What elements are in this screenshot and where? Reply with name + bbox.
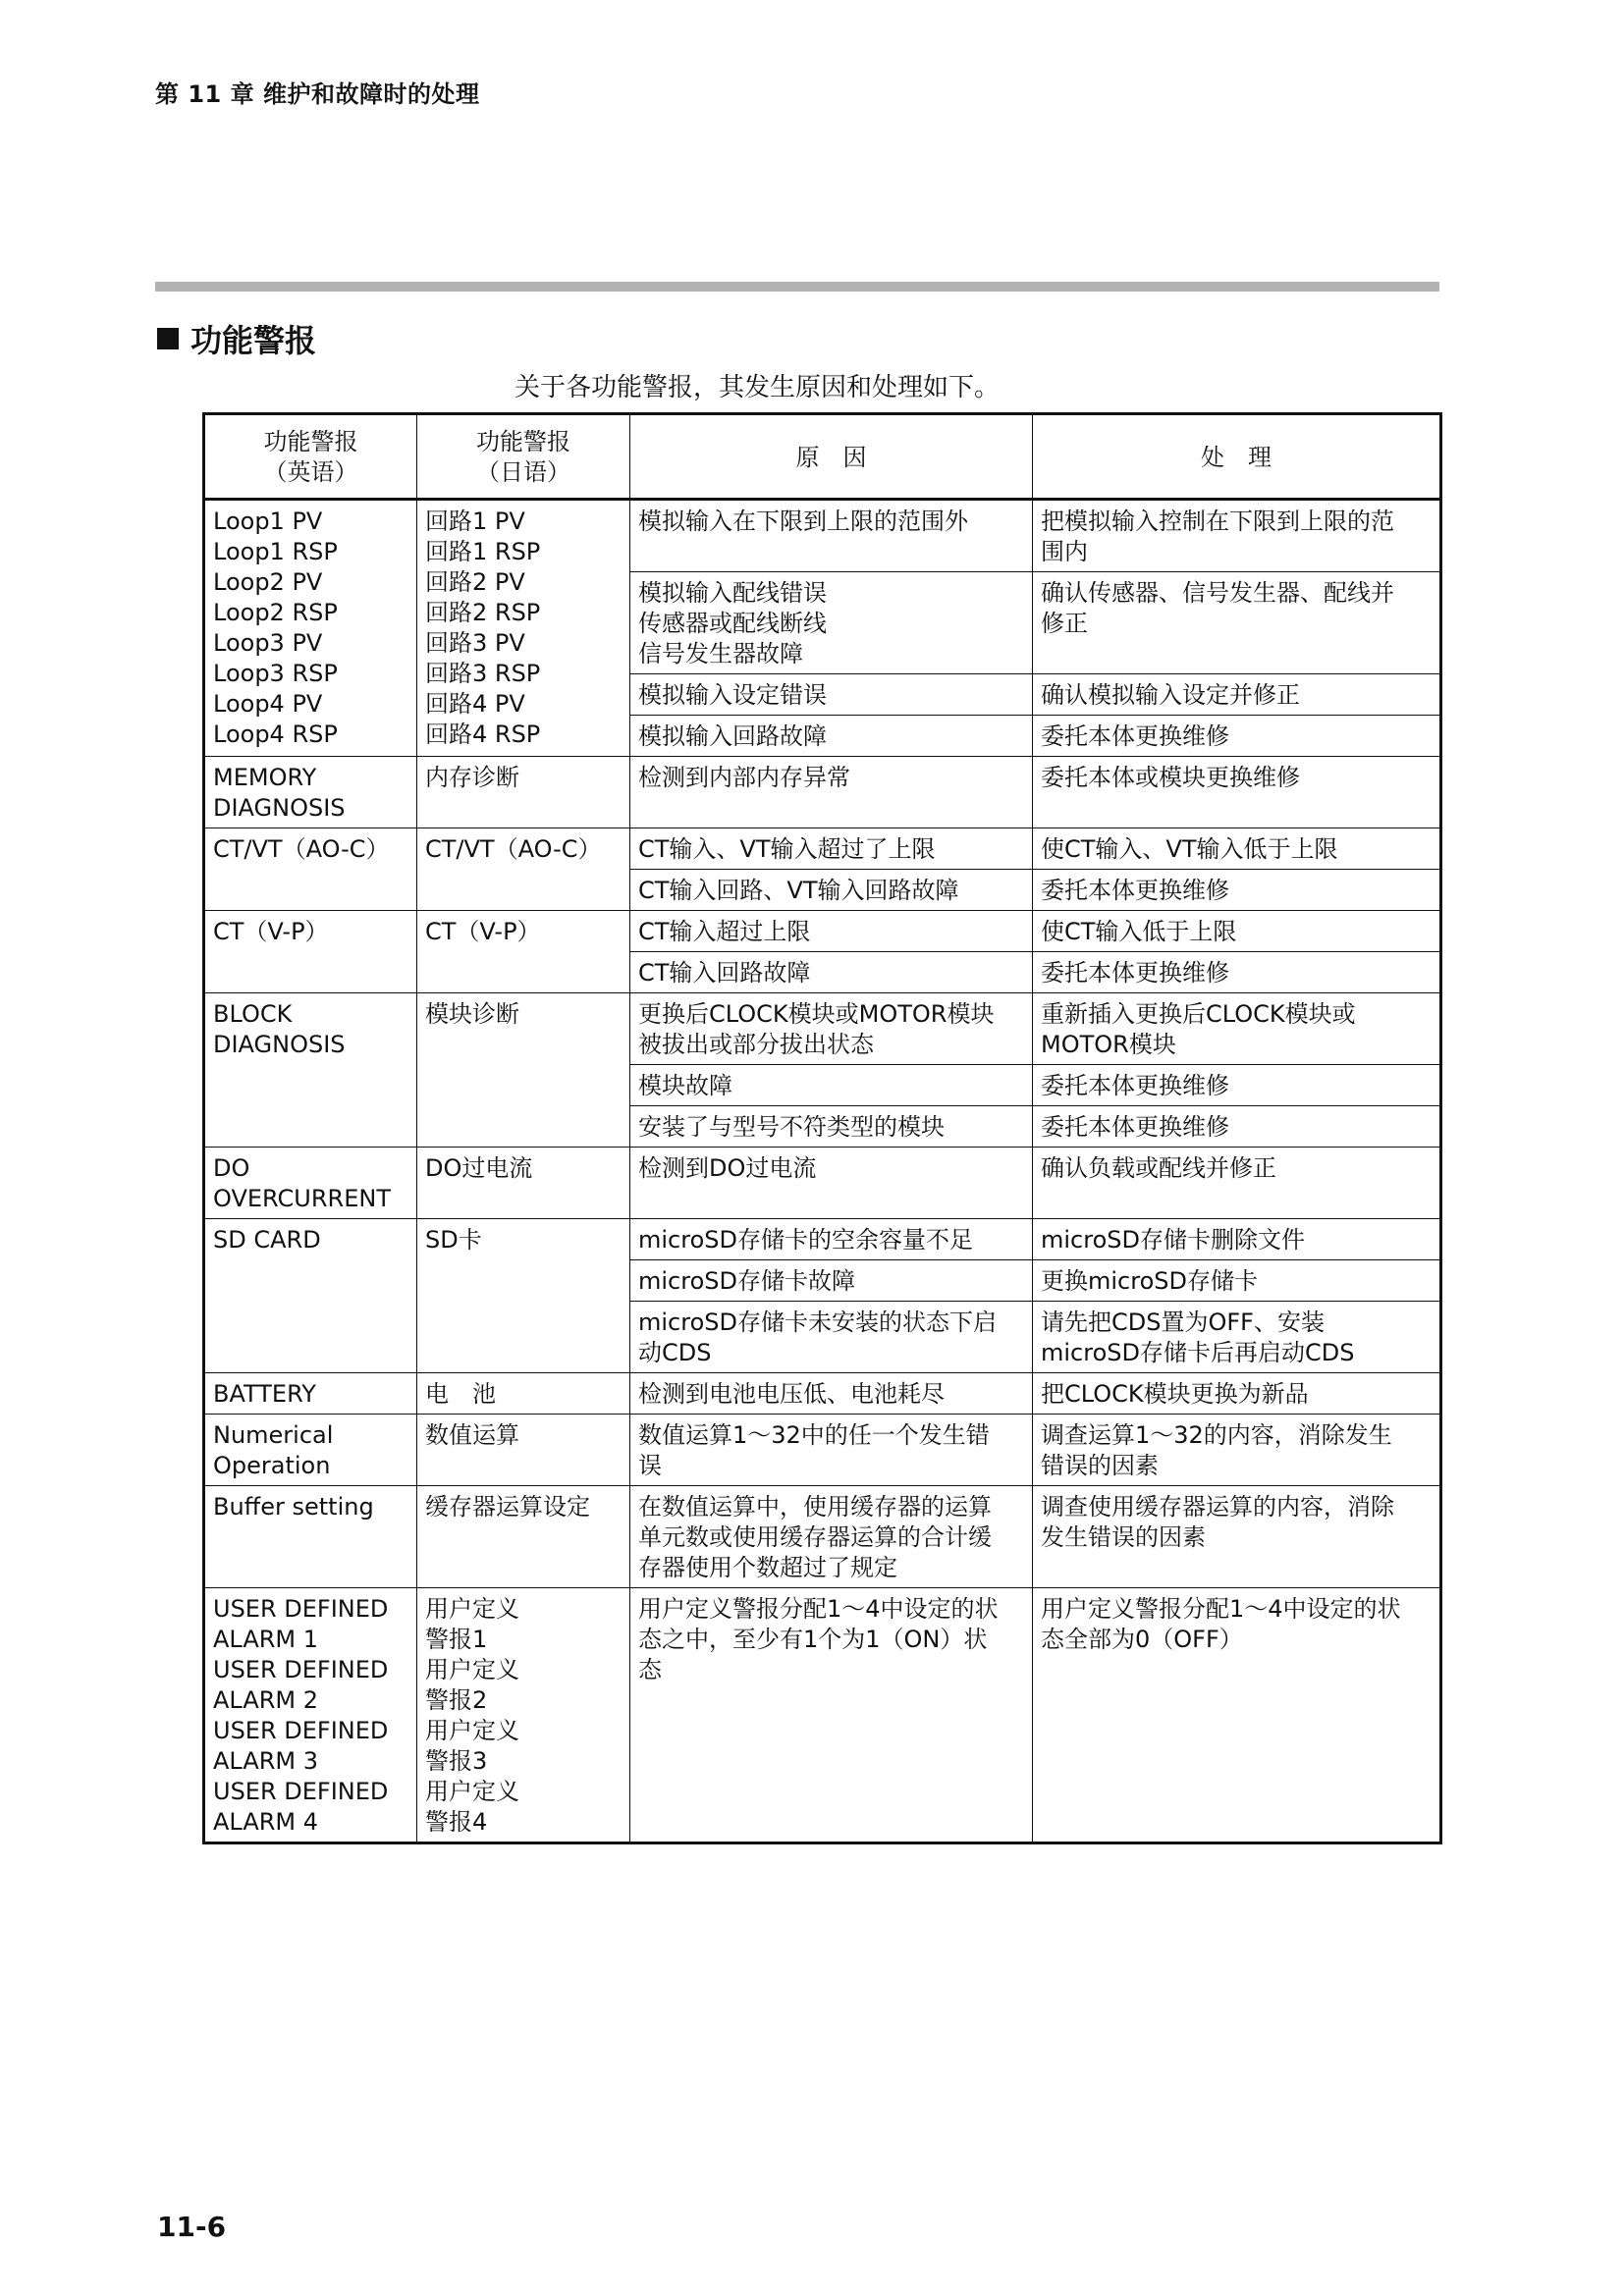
section-title: 功能警报 (190, 322, 317, 359)
chapter-header: 第 11 章 维护和故障时的处理 (155, 80, 480, 108)
table-row (204, 993, 1441, 1065)
table-row (204, 500, 1441, 572)
alarm-name-ja: 模块诊断 (417, 993, 630, 1148)
header-action: 处 理 (1033, 414, 1441, 500)
action-cell: 委托本体更换维修 (1033, 716, 1441, 757)
alarm-name-ja: 内存诊断 (417, 757, 630, 828)
alarm-name-en: BLOCK DIAGNOSIS (204, 993, 417, 1148)
action-cell: 确认模拟输入设定并修正 (1033, 674, 1441, 716)
cause-cell: 在数值运算中，使用缓存器的运算 单元数或使用缓存器运算的合计缓 存器使用个数超过了规定 (630, 1486, 1033, 1588)
header-cause: 原 因 (630, 414, 1033, 500)
cause-cell: 模块故障 (630, 1065, 1033, 1106)
alarm-name-en: CT（V-P） (204, 911, 417, 993)
section-heading (157, 316, 316, 361)
table-row (204, 1415, 1441, 1486)
action-cell: 委托本体更换维修 (1033, 1065, 1441, 1106)
function-alarm-table (202, 412, 1442, 1844)
alarm-name-ja: CT（V-P） (417, 911, 630, 993)
action-cell: 把CLOCK模块更换为新品 (1033, 1373, 1441, 1415)
action-cell: 使CT输入低于上限 (1033, 911, 1441, 952)
action-cell: 用户定义警报分配1～4中设定的状 态全部为0（OFF） (1033, 1588, 1441, 1843)
square-bullet-icon (157, 328, 179, 349)
action-cell: 委托本体更换维修 (1033, 870, 1441, 911)
cause-cell: CT输入回路、VT输入回路故障 (630, 870, 1033, 911)
header-alarm-en: 功能警报 （英语） (204, 414, 417, 500)
alarm-name-en: Numerical Operation (204, 1415, 417, 1486)
table-row (204, 911, 1441, 952)
cause-cell: 模拟输入回路故障 (630, 716, 1033, 757)
alarm-name-en: CT/VT（AO-C） (204, 828, 417, 911)
action-cell: 确认负载或配线并修正 (1033, 1148, 1441, 1219)
action-cell: 委托本体更换维修 (1033, 1106, 1441, 1148)
cause-cell: 检测到电池电压低、电池耗尽 (630, 1373, 1033, 1415)
table-body (204, 500, 1441, 1843)
section-divider (155, 282, 1439, 292)
action-cell: 更换microSD存储卡 (1033, 1260, 1441, 1302)
alarm-name-en: SD CARD (204, 1219, 417, 1373)
table-row (204, 1219, 1441, 1260)
table-row (204, 757, 1441, 828)
alarm-name-ja: 用户定义 警报1 用户定义 警报2 用户定义 警报3 用户定义 警报4 (417, 1588, 630, 1843)
cause-cell: 数值运算1～32中的任一个发生错 误 (630, 1415, 1033, 1486)
cause-cell: 模拟输入配线错误 传感器或配线断线 信号发生器故障 (630, 572, 1033, 674)
table-header-row (204, 414, 1441, 500)
action-cell: 调查运算1～32的内容，消除发生 错误的因素 (1033, 1415, 1441, 1486)
cause-cell: CT输入、VT输入超过了上限 (630, 828, 1033, 870)
cause-cell: 检测到内部内存异常 (630, 757, 1033, 828)
alarm-name-en: Loop1 PV Loop1 RSP Loop2 PV Loop2 RSP Loop3 PV Loop3 RSP Loop4 PV Loop4 RSP (204, 500, 417, 757)
alarm-name-en: BATTERY (204, 1373, 417, 1415)
table-row (204, 1373, 1441, 1415)
cause-cell: 模拟输入在下限到上限的范围外 (630, 500, 1033, 572)
alarm-name-en: DO OVERCURRENT (204, 1148, 417, 1219)
page-number: 11-6 (157, 2211, 227, 2243)
cause-cell: microSD存储卡的空余容量不足 (630, 1219, 1033, 1260)
cause-cell: 安装了与型号不符类型的模块 (630, 1106, 1033, 1148)
cause-cell: CT输入回路故障 (630, 952, 1033, 993)
header-alarm-ja: 功能警报 （日语） (417, 414, 630, 500)
alarm-name-ja: DO过电流 (417, 1148, 630, 1219)
table-row (204, 1148, 1441, 1219)
alarm-name-ja: 电 池 (417, 1373, 630, 1415)
action-cell: 调查使用缓存器运算的内容，消除 发生错误的因素 (1033, 1486, 1441, 1588)
cause-cell: microSD存储卡故障 (630, 1260, 1033, 1302)
action-cell: 委托本体更换维修 (1033, 952, 1441, 993)
cause-cell: CT输入超过上限 (630, 911, 1033, 952)
alarm-name-ja: CT/VT（AO-C） (417, 828, 630, 911)
action-cell: 委托本体或模块更换维修 (1033, 757, 1441, 828)
cause-cell: 用户定义警报分配1～4中设定的状 态之中，至少有1个为1（ON）状 态 (630, 1588, 1033, 1843)
action-cell: 确认传感器、信号发生器、配线并 修正 (1033, 572, 1441, 674)
alarm-name-en: Buffer setting (204, 1486, 417, 1588)
cause-cell: 模拟输入设定错误 (630, 674, 1033, 716)
table-row (204, 828, 1441, 870)
intro-text: 关于各功能警报，其发生原因和处理如下。 (514, 373, 1001, 402)
alarm-name-ja: 回路1 PV 回路1 RSP 回路2 PV 回路2 RSP 回路3 PV 回路3 RSP 回路4 PV 回路4 RSP (417, 500, 630, 757)
alarm-name-ja: SD卡 (417, 1219, 630, 1373)
cause-cell: 检测到DO过电流 (630, 1148, 1033, 1219)
action-cell: 把模拟输入控制在下限到上限的范 围内 (1033, 500, 1441, 572)
alarm-name-en: MEMORY DIAGNOSIS (204, 757, 417, 828)
table-row (204, 1486, 1441, 1588)
alarm-name-ja: 数值运算 (417, 1415, 630, 1486)
action-cell: microSD存储卡删除文件 (1033, 1219, 1441, 1260)
action-cell: 重新插入更换后CLOCK模块或 MOTOR模块 (1033, 993, 1441, 1065)
action-cell: 请先把CDS置为OFF、安装 microSD存储卡后再启动CDS (1033, 1302, 1441, 1373)
cause-cell: microSD存储卡未安装的状态下启 动CDS (630, 1302, 1033, 1373)
action-cell: 使CT输入、VT输入低于上限 (1033, 828, 1441, 870)
table-row (204, 1588, 1441, 1843)
alarm-name-ja: 缓存器运算设定 (417, 1486, 630, 1588)
alarm-name-en: USER DEFINED ALARM 1 USER DEFINED ALARM 2 USER DEFINED ALARM 3 USER DEFINED ALARM 4 (204, 1588, 417, 1843)
cause-cell: 更换后CLOCK模块或MOTOR模块 被拔出或部分拔出状态 (630, 993, 1033, 1065)
